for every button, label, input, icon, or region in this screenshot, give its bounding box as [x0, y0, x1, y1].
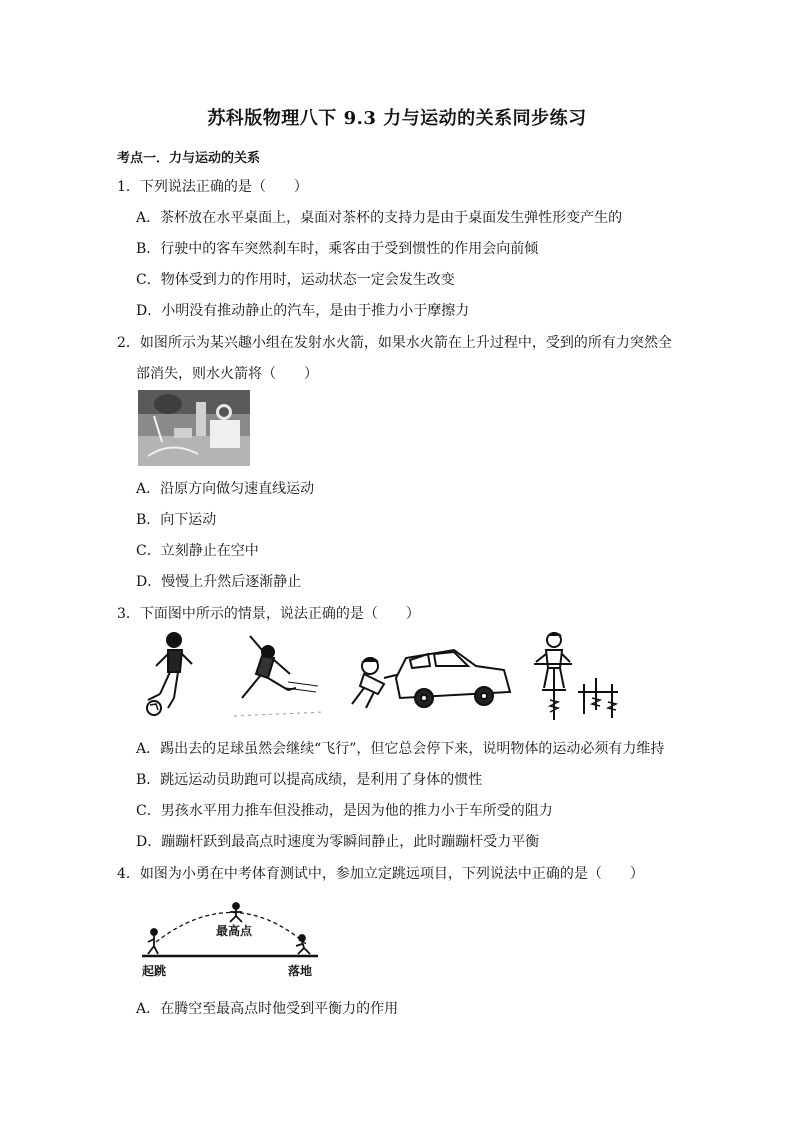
- question-1-stem: 1．下列说法正确的是（ ）: [117, 179, 308, 195]
- question-3-option-a: A．踢出去的足球虽然会继续“飞行”，但它总会停下来，说明物体的运动必须有力维持: [136, 741, 665, 757]
- question-2-stem-line-1: 2．如图所示为某兴趣小组在发射水火箭，如果水火箭在上升过程中，受到的所有力突然全: [117, 335, 672, 351]
- question-2-option-b: B．向下运动: [136, 512, 217, 528]
- water-rocket-photo: [138, 390, 250, 466]
- jumper-top-figure: [230, 903, 242, 922]
- question-1-option-a: A．茶杯放在水平桌面上，桌面对茶杯的支持力是由于桌面发生弹性形变产生的: [136, 210, 623, 226]
- standing-long-jump-diagram: [138, 896, 328, 982]
- question-3-stem: 3．下面图中所示的情景，说法正确的是（ ）: [117, 606, 420, 622]
- question-4-option-a: A．在腾空至最高点时他受到平衡力的作用: [136, 1001, 399, 1017]
- question-1-option-d: D．小明没有推动静止的汽车，是由于推力小于摩擦力: [136, 303, 470, 319]
- document-title: 苏科版物理八下 9.3 力与运动的关系同步练习: [207, 108, 587, 129]
- label-top: 最高点: [216, 924, 253, 938]
- question-2-option-d: D．慢慢上升然后逐渐静止: [136, 574, 302, 590]
- boy-pushing-car-illustration: [352, 650, 510, 708]
- pogo-stick-illustration: [534, 633, 618, 720]
- label-start: 起跳: [142, 964, 167, 978]
- soccer-player-illustration: [147, 633, 192, 715]
- long-jumper-illustration: [234, 636, 324, 716]
- question-1-option-c: C．物体受到力的作用时，运动状态一定会发生改变: [136, 272, 455, 288]
- question-3-option-b: B．跳远运动员助跑可以提高成绩，是利用了身体的惯性: [136, 772, 483, 788]
- question-4-stem: 4．如图为小勇在中考体育测试中，参加立定跳远项目，下列说法中正确的是（ ）: [117, 866, 644, 882]
- question-3-option-c: C．男孩水平用力推车但没推动，是因为他的推力小于车所受的阻力: [136, 803, 553, 819]
- question-2-option-a: A．沿原方向做匀速直线运动: [136, 481, 315, 497]
- question-2-option-c: C．立刻静止在空中: [136, 543, 259, 559]
- section-heading: 考点一．力与运动的关系: [117, 151, 261, 166]
- question-2-stem-line-2: 部消失，则水火箭将（ ）: [136, 366, 318, 382]
- question-3-illustrations: [138, 628, 638, 724]
- question-1-option-b: B．行驶中的客车突然刹车时，乘客由于受到惯性的作用会向前倾: [136, 241, 539, 257]
- question-3-option-d: D．蹦蹦杆跃到最高点时速度为零瞬间静止，此时蹦蹦杆受力平衡: [136, 834, 540, 850]
- label-land: 落地: [288, 964, 313, 978]
